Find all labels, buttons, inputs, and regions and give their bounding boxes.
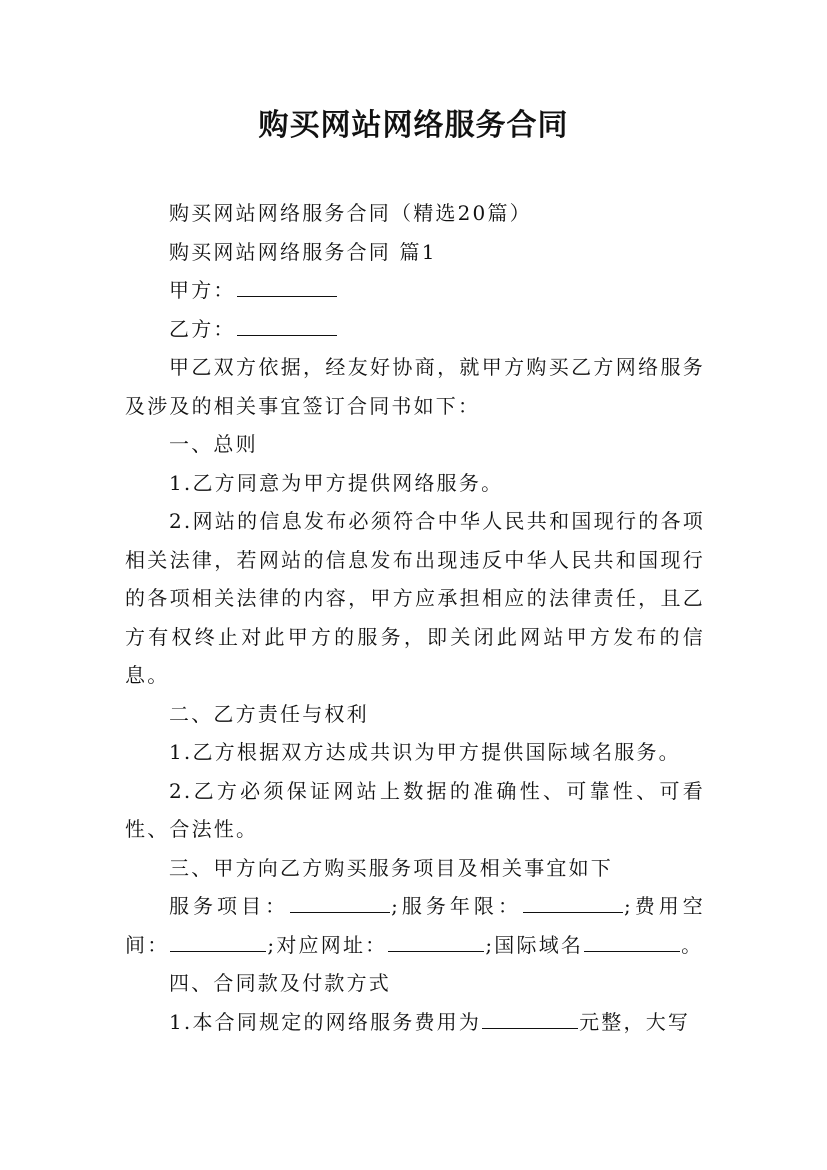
party-a-blank — [237, 275, 337, 297]
clause-2-1: 1.乙方根据双方达成共识为甲方提供国际域名服务。 — [169, 740, 681, 764]
section-heading: 购买网站网络服务合同 篇1 — [169, 239, 437, 264]
heading-payment: 四、合同款及付款方式 — [169, 971, 391, 995]
party-a-label: 甲方： — [169, 278, 236, 302]
url-blank — [388, 930, 484, 952]
document-title: 购买网站网络服务合同 — [258, 108, 569, 143]
party-b-line — [125, 310, 705, 349]
service-item-blank — [290, 891, 390, 913]
fee-space-blank — [170, 930, 266, 952]
service-years-blank — [523, 891, 623, 913]
party-a-line — [125, 271, 705, 310]
intro-paragraph: 甲乙双方依据，经友好协商，就甲方购买乙方网络服务及涉及的相关事宜签订合同书如下： — [125, 355, 705, 418]
clause-1-2: 2.网站的信息发布必须符合中华人民共和国现行的各项相关法律，若网站的信息发布出现违反中华人民共和国现行的各项相关法律的内容，甲方应承担相应的法律责任，且乙方有权终止对此甲方的服务，即关闭此网站甲方发布的信息。 — [125, 509, 705, 687]
fee-text: 1.本合同规定的网络服务费用为 — [169, 1009, 482, 1034]
party-b-blank — [237, 314, 337, 336]
period: 。 — [681, 932, 704, 957]
fee-text-suffix: 元整，大写 — [579, 1009, 691, 1034]
subtitle: 购买网站网络服务合同（精选20篇） — [169, 201, 532, 225]
heading-service-items: 三、甲方向乙方购买服务项目及相关事宜如下 — [169, 855, 613, 880]
service-years-label: ;服务年限： — [391, 894, 522, 918]
fee-space-label: ;费用空间： — [125, 894, 705, 957]
url-label: ;对应网址： — [267, 932, 388, 957]
party-b-label: 乙方： — [169, 316, 236, 341]
domain-blank — [584, 930, 680, 952]
fee-blank — [482, 1007, 578, 1029]
service-item-label: 服务项目： — [169, 894, 290, 918]
document-body — [125, 194, 705, 1041]
clause-1-1: 1.乙方同意为甲方提供网络服务。 — [169, 470, 504, 495]
service-items-line — [125, 887, 705, 964]
clause-2-2: 2.乙方必须保证网站上数据的准确性、可靠性、可看性、合法性。 — [125, 778, 705, 841]
clause-4-1 — [125, 1003, 705, 1042]
heading-party-b-duties: 二、乙方责任与权利 — [169, 701, 369, 726]
heading-general: 一、总则 — [169, 432, 258, 456]
domain-label: ;国际域名 — [485, 932, 584, 957]
